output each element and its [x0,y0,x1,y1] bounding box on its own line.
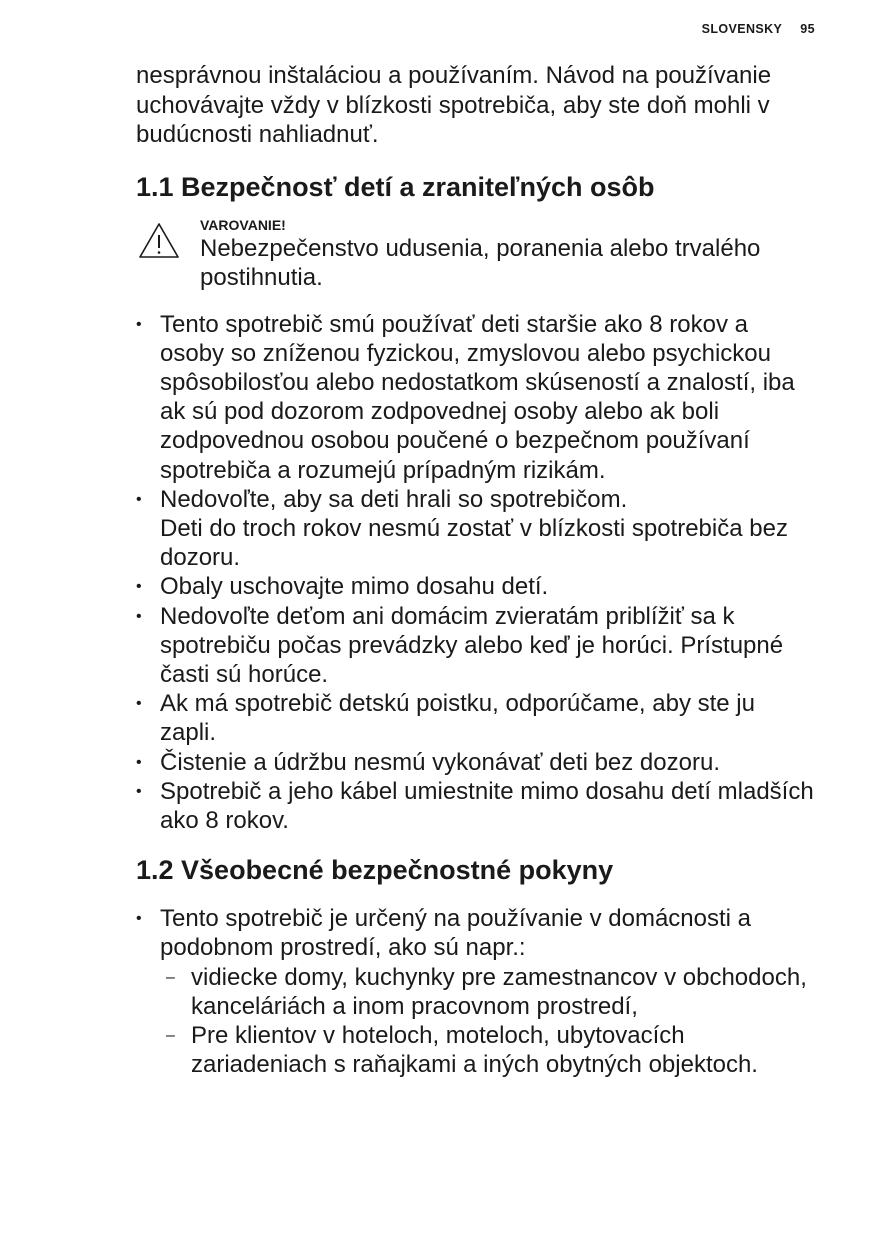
section-title-general-safety: 1.2 Všeobecné bezpečnostné pokyny [136,855,614,886]
bullet-icon: • [136,910,142,928]
list-item: • Ak má spotrebič detskú poistku, odporúčame, aby ste ju zapli. [136,690,755,747]
dash-icon: – [166,1026,175,1044]
page-header [702,22,815,36]
list-item: • Obaly uschovajte mimo dosahu detí. [136,573,549,601]
bullet-icon: • [136,695,142,713]
general-safety-list [136,904,816,1079]
warning-triangle-icon [138,222,180,260]
warning-text: Nebezpečenstvo udusenia, poranenia alebo trvalého postihnutia. [200,234,761,291]
intro-paragraph: nesprávnou inštaláciou a používaním. Návod na používanie uchovávajte vždy v blízkosti spotrebiča, aby ste doň mohli v budúcnosti nahliadnuť. [136,62,772,148]
list-item: • Nedovoľte, aby sa deti hrali so spotrebičom. Deti do troch rokov nesmú zostať v blízkosti spotrebiča bez dozoru. [136,485,788,572]
section-title-children-safety: 1.1 Bezpečnosť detí a zraniteľných osôb [136,171,655,202]
page-number: 95 [800,22,815,36]
header-language: SLOVENSKY [701,22,783,36]
warning-box [136,216,816,293]
bullet-icon: • [136,782,142,800]
children-safety-list [136,310,816,836]
dash-icon: – [166,968,175,986]
bullet-icon: • [136,315,142,333]
list-item: • Spotrebič a jeho kábel umiestnite mimo dosahu detí mladších ako 8 rokov. [136,777,814,834]
sub-list [160,963,816,1080]
list-item: • Tento spotrebič je určený na používanie v domácnosti a podobnom prostredí, ako sú napr.: – vidiecke domy, kuchynky pre zamestnancov v obchodoch, kanceláriách a inom pracovnom prostredí, – Pre klientov v hoteloch, moteloch, ubytovacích zariadeniach s raňajkami a iných obytných objektoch. [136,904,816,1079]
sub-list-item: – vidiecke domy, kuchynky pre zamestnancov v obchodoch, kanceláriách a inom pracovnom prostredí, [166,963,807,1020]
bullet-icon: • [136,607,142,625]
list-item: • Tento spotrebič smú používať deti staršie ako 8 rokov a osoby so zníženou fyzickou, zmyslovou alebo psychickou spôsobilosťou alebo nedostatkom skúseností a znalostí, iba ak sú pod dozorom zodpovednej osoby alebo ak boli zodpovednou osobou poučené o bezpečnom používaní spotrebiča a rozumejú prípadným rizikám. [136,310,795,484]
bullet-icon: • [136,578,142,596]
warning-label: VAROVANIE! [200,216,286,233]
sub-list-item: – Pre klientov v hoteloch, moteloch, ubytovacích zariadeniach s raňajkami a iných obytných objektoch. [166,1021,758,1079]
list-item: • Čistenie a údržbu nesmú vykonávať deti bez dozoru. [136,748,720,776]
bullet-icon: • [136,753,142,771]
bullet-icon: • [136,490,142,508]
page-content [136,61,816,1079]
list-item: • Nedovoľte deťom ani domácim zvieratám priblížiť sa k spotrebiču počas prevádzky alebo keď je horúci. Prístupné časti sú horúce. [136,602,784,688]
